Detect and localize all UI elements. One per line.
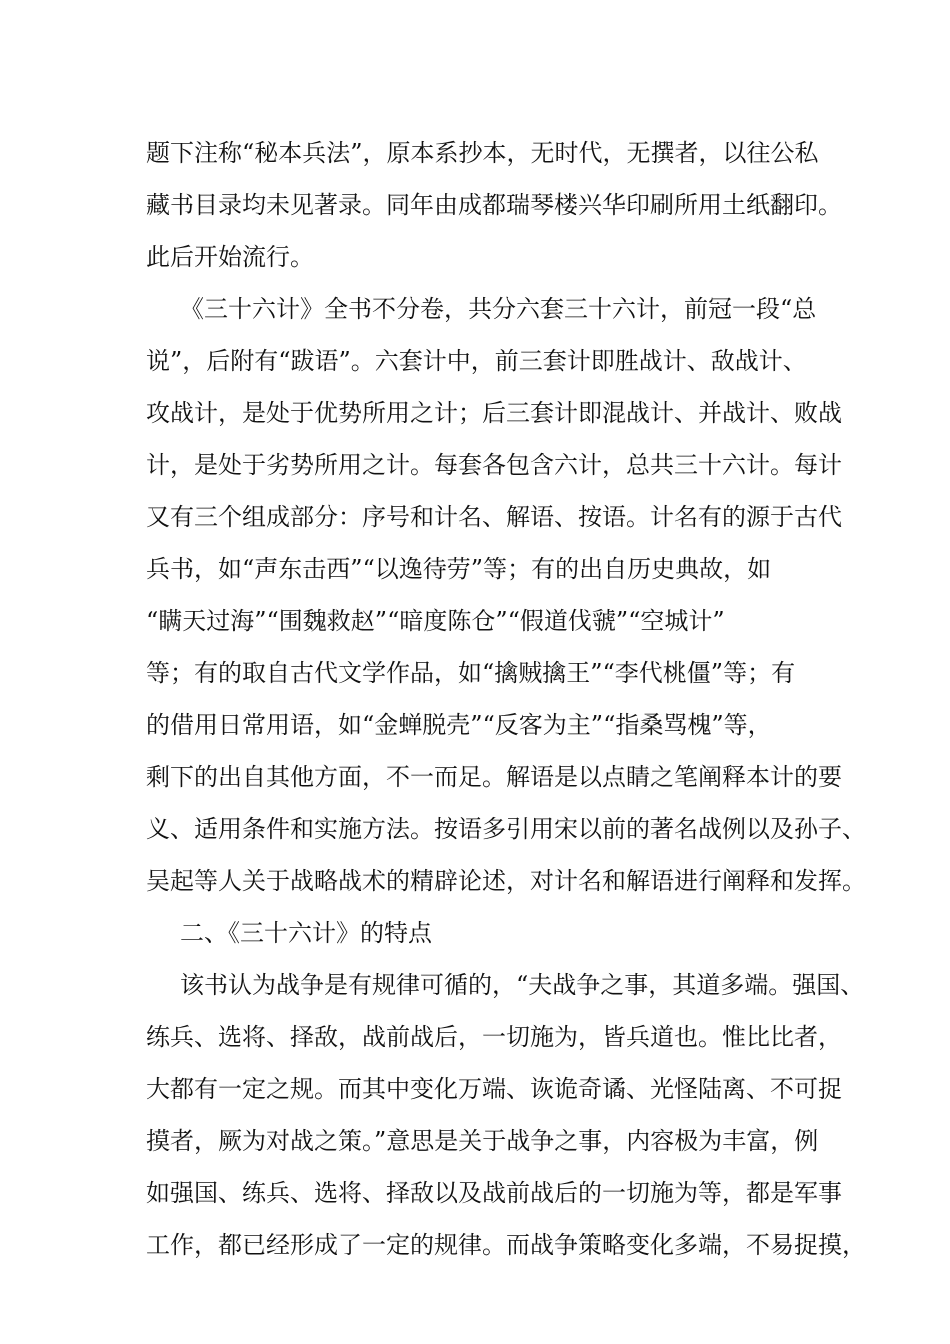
paragraph-start-line: 《三十六计》全书不分卷，共分六套三十六计，前冠一段“总 bbox=[180, 295, 817, 323]
text-line: “瞒天过海”“围魏救赵”“暗度陈仓”“假道伐虢”“空城计” bbox=[146, 607, 725, 635]
text-line: 说”，后附有“跋语”。六套计中，前三套计即胜战计、敌战计、 bbox=[146, 347, 807, 375]
text-line: 题下注称“秘本兵法”，原本系抄本，无时代，无撰者，以往公私 bbox=[146, 139, 819, 167]
text-line: 如强国、练兵、选将、择敌以及战前战后的一切施为等，都是军事 bbox=[146, 1179, 842, 1207]
text-line: 的借用日常用语，如“金蝉脱壳”“反客为主”“指桑骂槐”等， bbox=[146, 711, 772, 739]
text-line: 大都有一定之规。而其中变化万端、诙诡奇谲、光怪陆离、不可捉 bbox=[146, 1075, 842, 1103]
text-line: 攻战计，是处于优势所用之计；后三套计即混战计、并战计、败战 bbox=[146, 399, 842, 427]
text-line: 义、适用条件和实施方法。按语多引用宋以前的著名战例以及孙子、 bbox=[146, 815, 866, 843]
text-line: 吴起等人关于战略战术的精辟论述，对计名和解语进行阐释和发挥。 bbox=[146, 867, 866, 895]
text-line: 工作，都已经形成了一定的规律。而战争策略变化多端，不易捉摸， bbox=[146, 1231, 866, 1259]
text-line: 又有三个组成部分：序号和计名、解语、按语。计名有的源于古代 bbox=[146, 503, 842, 531]
text-line: 练兵、选将、择敌，战前战后，一切施为，皆兵道也。惟比比者， bbox=[146, 1023, 842, 1051]
text-line: 剩下的出自其他方面，不一而足。解语是以点睛之笔阐释本计的要 bbox=[146, 763, 842, 791]
text-line: 兵书，如“声东击西”“以逸待劳”等；有的出自历史典故，如 bbox=[146, 555, 772, 583]
text-line: 计，是处于劣势所用之计。每套各包含六计，总共三十六计。每计 bbox=[146, 451, 842, 479]
text-line: 藏书目录均未见著录。同年由成都瑞琴楼兴华印刷所用土纸翻印。 bbox=[146, 191, 842, 219]
text-line: 等；有的取自古代文学作品，如“擒贼擒王”“李代桃僵”等；有 bbox=[146, 659, 796, 687]
text-line: 此后开始流行。 bbox=[146, 243, 314, 271]
body-text bbox=[146, 127, 866, 1271]
paragraph-start-line: 该书认为战争是有规律可循的，“夫战争之事，其道多端。强国、 bbox=[180, 971, 865, 999]
section-heading: 二、《三十六计》的特点 bbox=[180, 919, 432, 947]
text-line: 摸者，厥为对战之策。”意思是关于战争之事，内容极为丰富，例 bbox=[146, 1127, 819, 1155]
